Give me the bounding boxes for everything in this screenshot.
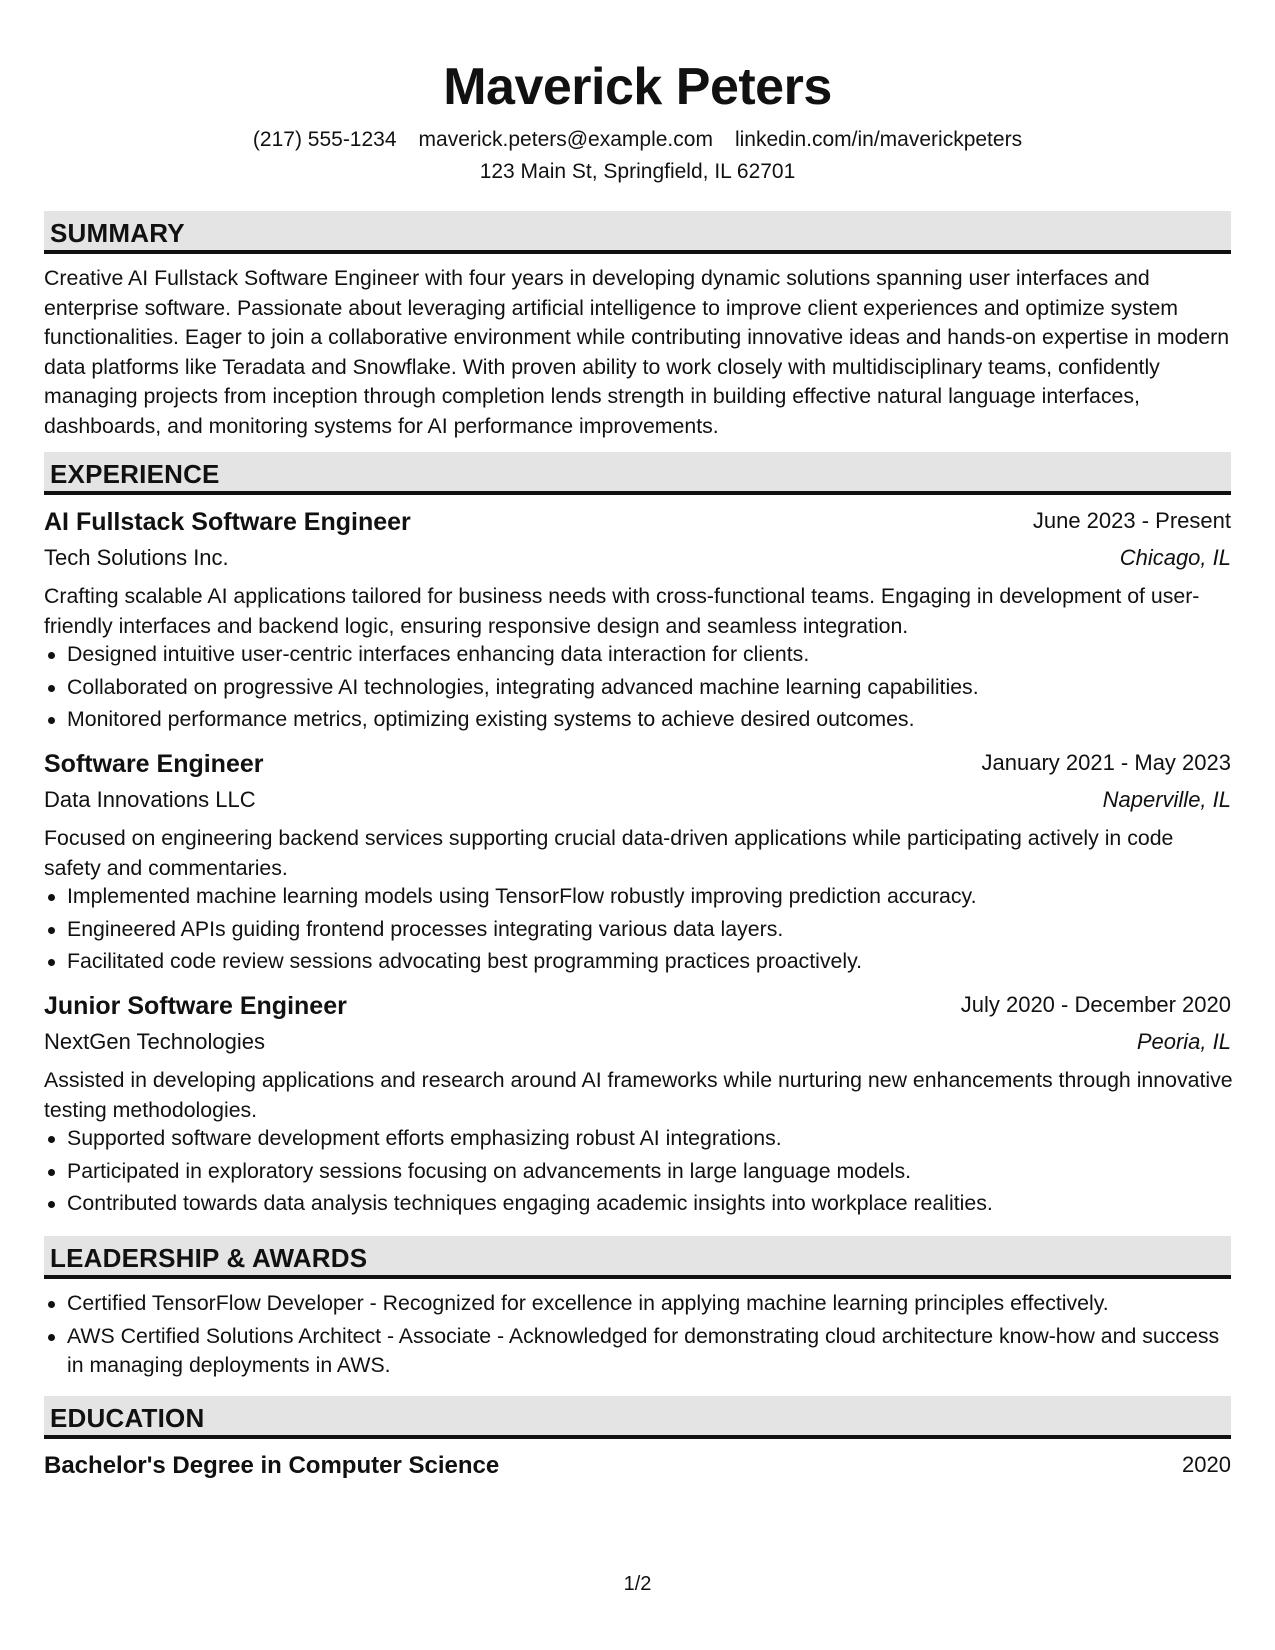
award-text: Certified TensorFlow Developer - Recognized for excellence in applying machine learning principles effectively.	[67, 1291, 1109, 1315]
list-item	[44, 640, 1234, 670]
job-description: Focused on engineering backend services supporting crucial data-driven applications while participating actively in code safety and commentaries.	[44, 826, 1174, 880]
bullet-text: Collaborated on progressive AI technologies, integrating advanced machine learning capabilities.	[67, 674, 979, 699]
linkedin-url: linkedin.com/in/maverickpeters	[734, 128, 1023, 151]
experience-section-header	[44, 452, 1231, 495]
job-bullet-list	[44, 640, 1234, 738]
phone-number: (217) 555-1234	[252, 128, 397, 151]
candidate-name: Maverick Peters	[443, 58, 832, 116]
job-description: Crafting scalable AI applications tailored for business needs with cross-functional teams. Engaging in development of user-friendly interfaces and backend logic, ensuring responsive design and seamless integration.	[44, 584, 1200, 638]
list-item	[44, 705, 1234, 735]
awards-list	[44, 1289, 1234, 1384]
list-item	[44, 915, 1234, 945]
bullet-text: Monitored performance metrics, optimizing existing systems to achieve desired outcomes.	[67, 707, 915, 731]
graduation-year: 2020	[1182, 1452, 1231, 1477]
bullet-icon	[48, 1201, 55, 1208]
address: 123 Main St, Springfield, IL 62701	[479, 160, 796, 183]
job-location: Peoria, IL	[1136, 1029, 1231, 1054]
list-item	[44, 1157, 1234, 1187]
job-dates: July 2020 - December 2020	[960, 992, 1231, 1017]
email-address: maverick.peters@example.com	[418, 128, 713, 151]
bullet-text: Implemented machine learning models using TensorFlow robustly improving prediction accuracy.	[67, 884, 977, 908]
bullet-text: Supported software development efforts emphasizing robust AI integrations.	[67, 1126, 782, 1150]
bullet-text: Participated in exploratory sessions focusing on advancements in large language models.	[67, 1158, 912, 1183]
company-name: Data Innovations LLC	[44, 787, 256, 812]
award-text: AWS Certified Solutions Architect - Associate - Acknowledged for demonstrating cloud architecture know-how and success in managing deployments in AWS.	[67, 1323, 1220, 1377]
experience-heading: EXPERIENCE	[50, 459, 220, 489]
bullet-text: Designed intuitive user-centric interfaces enhancing data interaction for clients.	[67, 642, 810, 666]
job-title: Software Engineer	[44, 750, 264, 778]
job-bullet-list	[44, 882, 1234, 980]
bullet-icon	[48, 927, 55, 934]
education-section-header	[44, 1396, 1231, 1439]
job-location: Naperville, IL	[1102, 787, 1231, 812]
bullet-icon	[48, 652, 55, 659]
job-dates: January 2021 - May 2023	[981, 750, 1231, 775]
list-item	[44, 947, 1234, 977]
summary-heading: SUMMARY	[50, 218, 185, 248]
bullet-icon	[48, 1301, 55, 1308]
contact-line	[0, 124, 1275, 156]
summary-text: Creative AI Fullstack Software Engineer with four years in developing dynamic solutions spanning user interfaces and enterprise software. Passionate about leveraging artificial intelligence to improve client experiences and optimize system functionalities. Eager to join a collaborative environment while contributing innovative ideas and hands-on expertise in modern data platforms like Teradata and Snowflake. With proven ability to work closely with multidisciplinary teams, confidently managing projects from inception through completion lends strength in building effective natural language interfaces, dashboards, and monitoring systems for AI performance improvements.	[44, 266, 1230, 438]
bullet-text: Facilitated code review sessions advocating best programming practices proactively.	[67, 949, 863, 973]
job-location: Chicago, IL	[1119, 545, 1231, 570]
job-dates: June 2023 - Present	[1032, 508, 1231, 533]
leadership-heading: LEADERSHIP & AWARDS	[50, 1243, 368, 1273]
bullet-icon	[48, 717, 55, 724]
bullet-icon	[48, 1334, 55, 1341]
company-name: NextGen Technologies	[44, 1029, 265, 1054]
job-bullet-list	[44, 1124, 1234, 1222]
list-item	[44, 1189, 1234, 1219]
list-item	[44, 673, 1234, 703]
list-item	[44, 1124, 1234, 1154]
company-name: Tech Solutions Inc.	[44, 545, 229, 570]
bullet-icon	[48, 1169, 55, 1176]
bullet-icon	[48, 685, 55, 692]
page-number: 1/2	[623, 1573, 652, 1595]
bullet-icon	[48, 894, 55, 901]
bullet-text: Engineered APIs guiding frontend processes integrating various data layers.	[67, 916, 784, 941]
degree-name: Bachelor's Degree in Computer Science	[44, 1452, 500, 1479]
summary-section-header	[44, 211, 1231, 254]
list-item	[44, 1322, 1234, 1381]
job-title: AI Fullstack Software Engineer	[44, 508, 411, 536]
job-description: Assisted in developing applications and research around AI frameworks while nurturing new enhancements through innovative testing methodologies.	[44, 1068, 1233, 1122]
list-item	[44, 882, 1234, 912]
education-heading: EDUCATION	[50, 1403, 205, 1433]
bullet-icon	[48, 1136, 55, 1143]
bullet-text: Contributed towards data analysis techniques engaging academic insights into workplace realities.	[67, 1191, 993, 1215]
bullet-icon	[48, 959, 55, 966]
leadership-section-header	[44, 1236, 1231, 1279]
job-title: Junior Software Engineer	[44, 992, 347, 1020]
list-item	[44, 1289, 1234, 1319]
